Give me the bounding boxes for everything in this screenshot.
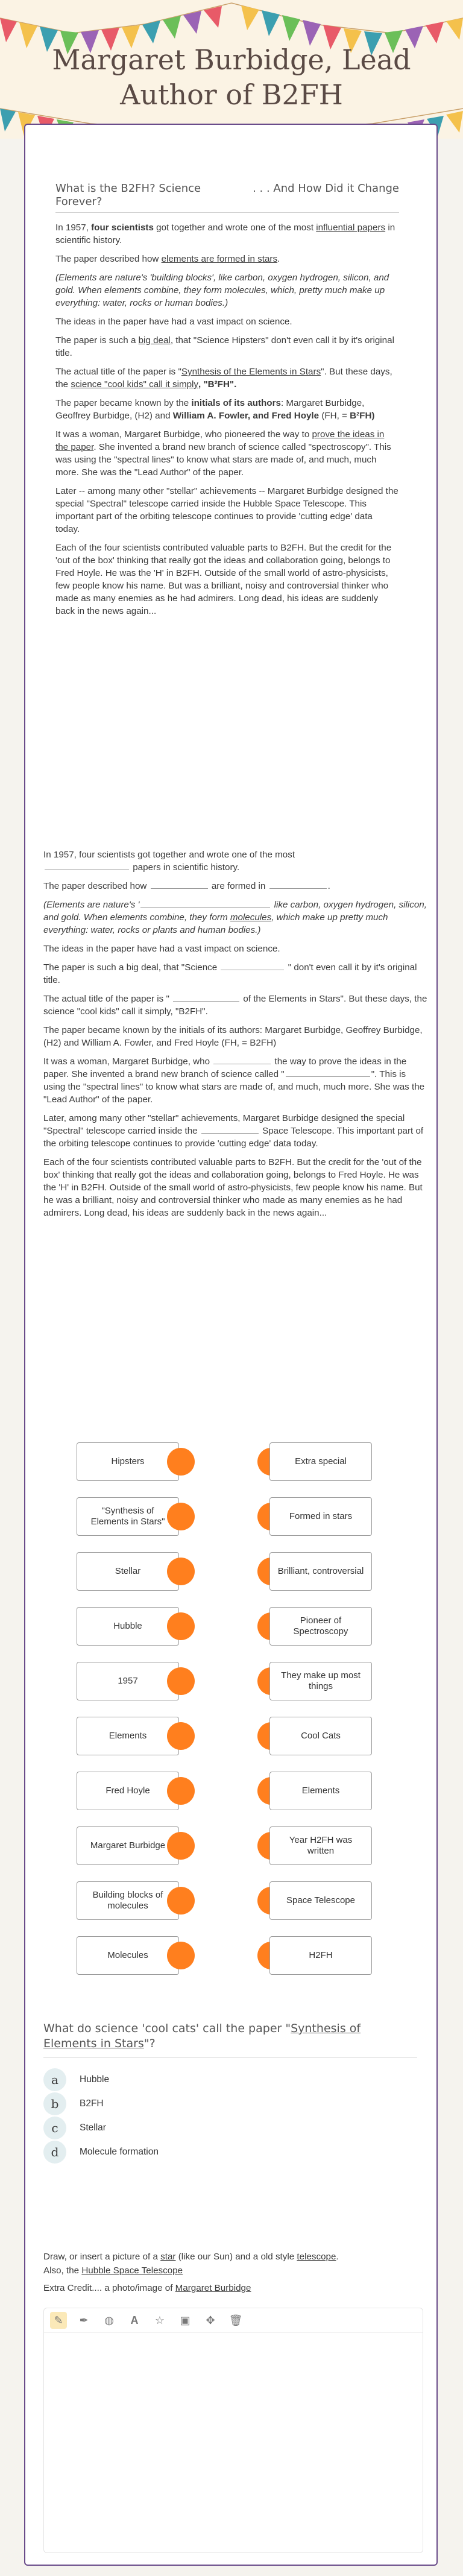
cloze-paragraph-7: The paper became known by the initials of its authors: Margaret Burbidge, Geoffrey Burbidge, (H2) and William A. Fowler, and Fred Hoyle (FH, = B2FH) [43,1025,423,1048]
intro-paragraph-4: The ideas in the paper have had a vast impact on science. [55,317,292,327]
drawing-canvas[interactable] [43,2308,423,2553]
match-row [77,1936,378,1978]
trash-icon[interactable]: 🗑 [228,2314,243,2326]
matching-activity [77,1442,378,1985]
cloze-blank[interactable] [286,1068,370,1077]
cloze-blank[interactable] [151,880,208,889]
match-left-item[interactable]: Margaret Burbidge [77,1826,179,1865]
margaret-burbidge-link[interactable]: Margaret Burbidge [175,2283,251,2293]
option-letter-badge: b [43,2092,66,2115]
cloze-blank[interactable] [221,961,284,970]
pencil-icon[interactable]: ✎ [50,2312,67,2329]
match-left-item[interactable]: Fred Hoyle [77,1772,179,1810]
cloze-paragraph-2: The paper described how are formed in . [43,881,330,891]
cool-kids-link[interactable]: science "cool kids" call it simply [71,379,199,390]
match-left-connector[interactable] [167,1558,195,1585]
match-right-item[interactable]: Formed in stars [269,1497,372,1536]
synthesis-link[interactable]: Synthesis of Elements in Stars [43,2022,361,2050]
intro-paragraph-10: Each of the four scientists contributed valuable parts to B2FH. But the credit for the 'out of the box' thinking that really got the ideas and collaboration going, belongs to Fred Hoyle. He was the 'H' in B2FH. Outside of the small world of astro-physicists, few people know his name. But was a brilliant, noisy and controversial thinker who made as many enemies as he had admirers. Long dead, his ideas are suddenly back in the news again... [55,543,392,616]
intro-paragraph-7: The paper became known by the initials of its authors: Margaret Burbidge, Geoffrey Burbidge, (H2) and William A. Fowler, and Fred Hoyle (FH, = B²FH) [55,398,375,421]
page-title: Margaret Burbidge, Lead Author of B2FH [52,43,411,111]
intro-paragraph-2: The paper described how elements are formed in stars. [55,254,280,264]
pen-icon[interactable]: ✒ [79,2314,89,2326]
image-icon[interactable]: ▣ [180,2314,191,2326]
mcq-option-c[interactable] [43,2116,417,2140]
cloze-blank[interactable] [269,880,327,889]
option-letter-badge: c [43,2117,66,2139]
option-label: Molecule formation [80,2147,159,2157]
star-link[interactable]: star [160,2252,176,2262]
match-left-item[interactable]: Hipsters [77,1442,179,1481]
draw-line-3: Extra Credit.... a photo/image of Margaret Burbidge [43,2283,251,2293]
mcq-option-b[interactable] [43,2092,417,2116]
match-row [77,1442,378,1485]
option-label: B2FH [80,2098,104,2109]
telescope-link[interactable]: telescope [297,2252,336,2262]
match-left-item[interactable]: Elements [77,1717,179,1755]
match-left-item[interactable]: Building blocks of molecules [77,1881,179,1920]
intro-paragraph-9: Later -- among many other "stellar" achievements -- Margaret Burbidge designed the special "Spectral" telescope carried inside the Hubble Space Telescope. This important part of the orbiting telescope continues to provide 'cutting edge' data today. [55,486,398,534]
cloze-paragraph-8: It was a woman, Margaret Burbidge, who the way to prove the ideas in the paper. She invented a brand new branch of science called " ". This is using the "spectral lines" to know what stars are made of, and much, much more. She was the "Lead Author" of the paper. [43,1056,425,1105]
worksheet-card [24,124,438,2566]
match-left-connector[interactable] [167,1667,195,1695]
match-right-item[interactable]: Space Telescope [269,1881,372,1920]
mcq-option-a[interactable] [43,2068,417,2092]
drawing-instructions [43,2250,423,2300]
cloze-section [43,848,429,1225]
mcq-option-d[interactable] [43,2140,417,2164]
influential-papers-link[interactable]: influential papers [316,223,386,233]
match-row [77,1717,378,1759]
match-right-item[interactable]: Extra special [269,1442,372,1481]
cloze-paragraph-5: The paper is such a big deal, that "Science " don't even call it by it's original title. [43,962,417,985]
prove-ideas-link[interactable]: prove the ideas in the paper [55,429,385,452]
heading-right: . . . And How Did it Change [253,182,399,195]
match-left-item[interactable]: Hubble [77,1607,179,1646]
option-label: Stellar [80,2123,106,2133]
match-left-item[interactable]: 1957 [77,1662,179,1700]
match-left-connector[interactable] [167,1777,195,1805]
option-letter-badge: a [43,2068,66,2091]
mcq-prompt: What do science 'cool cats' call the paper "Synthesis of Elements in Stars"? [43,2021,417,2058]
synthesis-link[interactable]: Synthesis of the Elements in Stars [181,367,321,377]
intro-paragraph-1: In 1957, four scientists got together and wrote one of the most influential papers in scientific history. [55,223,395,245]
match-left-connector[interactable] [167,1448,195,1476]
match-left-connector[interactable] [167,1887,195,1915]
match-right-item[interactable]: Cool Cats [269,1717,372,1755]
match-left-item[interactable]: Molecules [77,1936,179,1975]
cloze-paragraph-4: The ideas in the paper have had a vast impact on science. [43,944,280,954]
cloze-blank[interactable] [201,1125,259,1134]
match-left-connector[interactable] [167,1503,195,1530]
star-shape-icon[interactable]: ☆ [154,2314,165,2326]
cloze-paragraph-6: The actual title of the paper is " of the Elements in Stars". But these days, the science "cool kids" call it simply, "B2FH". [43,994,427,1017]
match-left-connector[interactable] [167,1832,195,1860]
cloze-paragraph-3: (Elements are nature's ' like carbon, oxygen hydrogen, silicon, and gold. When elements combine, they form molecules, which make up pretty much everything: water, rocks or plants and human bodies.) [43,900,427,935]
cloze-paragraph-10: Each of the four scientists contributed valuable parts to B2FH. But the credit for the 'out of the box' thinking that really got the ideas and collaboration going, belongs to Fred Hoyle. He was the 'H' in B2FH. Outside of the small world of astro-physicists, few people know his name. But he was a brilliant, noisy and controversial thinker who made as many enemies as he had admirers. Long dead, his ideas are suddenly back in the news again... [43,1157,423,1218]
match-row [77,1826,378,1869]
match-left-connector[interactable] [167,1722,195,1750]
match-right-item[interactable]: Brilliant, controversial [269,1552,372,1591]
match-row [77,1552,378,1594]
cloze-blank[interactable] [213,1055,271,1064]
cloze-paragraph-9: Later, among many other "stellar" achievements, Margaret Burbidge designed the special "Spectral" telescope carried inside the Space Telescope. This important part of the orbiting telescope continues to provide 'cutting edge' data today. [43,1113,424,1149]
text-icon[interactable]: A [130,2314,139,2326]
intro-heading [55,182,399,213]
intro-paragraph-8: It was a woman, Margaret Burbidge, who pioneered the way to prove the ideas in the paper. She invented a brand new branch of science called "spectroscopy". This was using the "spectral lines" to know what stars are made of, and much, much more. She was the "Lead Author" of the paper. [55,429,391,478]
match-right-item[interactable]: They make up most things [269,1662,372,1700]
match-left-connector[interactable] [167,1612,195,1640]
cloze-blank[interactable] [45,861,129,870]
match-right-item[interactable]: H2FH [269,1936,372,1975]
big-deal-link[interactable]: big deal [138,335,171,346]
elements-formed-link[interactable]: elements are formed in stars [161,254,278,264]
match-right-item[interactable]: Elements [269,1772,372,1810]
match-row [77,1497,378,1539]
multiple-choice-question [43,2021,417,2164]
draw-line-2: Also, the Hubble Space Telescope [43,2265,183,2276]
intro-paragraph-6: The actual title of the paper is "Synthesis of the Elements in Stars". But these days, the science "cool kids" call it simply, "B²FH". [55,367,392,390]
page-header [0,0,463,139]
option-letter-badge: d [43,2141,66,2164]
heading-left: What is the B2FH? Science Forever? [55,182,201,208]
option-label: Hubble [80,2074,110,2085]
drawing-toolbar [44,2308,423,2333]
match-right-item[interactable]: Year H2FH was written [269,1826,372,1865]
intro-paragraph-3: (Elements are nature's 'building blocks', like carbon, oxygen hydrogen, silicon, and gold. When elements combine, they form molecules, which, pretty much make up everything: water, rocks or human bodies.) [55,273,389,308]
match-row [77,1662,378,1704]
match-row [77,1881,378,1924]
cloze-blank[interactable] [140,898,270,908]
move-icon[interactable]: ✥ [206,2314,215,2326]
color-palette-icon[interactable]: ◍ [104,2314,114,2326]
match-left-item[interactable]: Stellar [77,1552,179,1591]
match-row [77,1772,378,1814]
intro-paragraph-5: The paper is such a big deal, that "Science Hipsters" don't even call it by it's original title. [55,335,394,358]
hubble-link[interactable]: Hubble Space Telescope [81,2265,183,2276]
cloze-blank[interactable] [173,993,239,1002]
match-left-connector[interactable] [167,1942,195,1969]
match-row [77,1607,378,1649]
match-left-item[interactable]: "Synthesis of Elements in Stars" [77,1497,179,1536]
intro-section [55,182,399,623]
match-right-item[interactable]: Pioneer of Spectroscopy [269,1607,372,1646]
draw-line-1: Draw, or insert a picture of a star (like our Sun) and a old style telescope. [43,2252,339,2262]
cloze-paragraph-1: In 1957, four scientists got together and wrote one of the most papers in scientific history. [43,850,295,873]
